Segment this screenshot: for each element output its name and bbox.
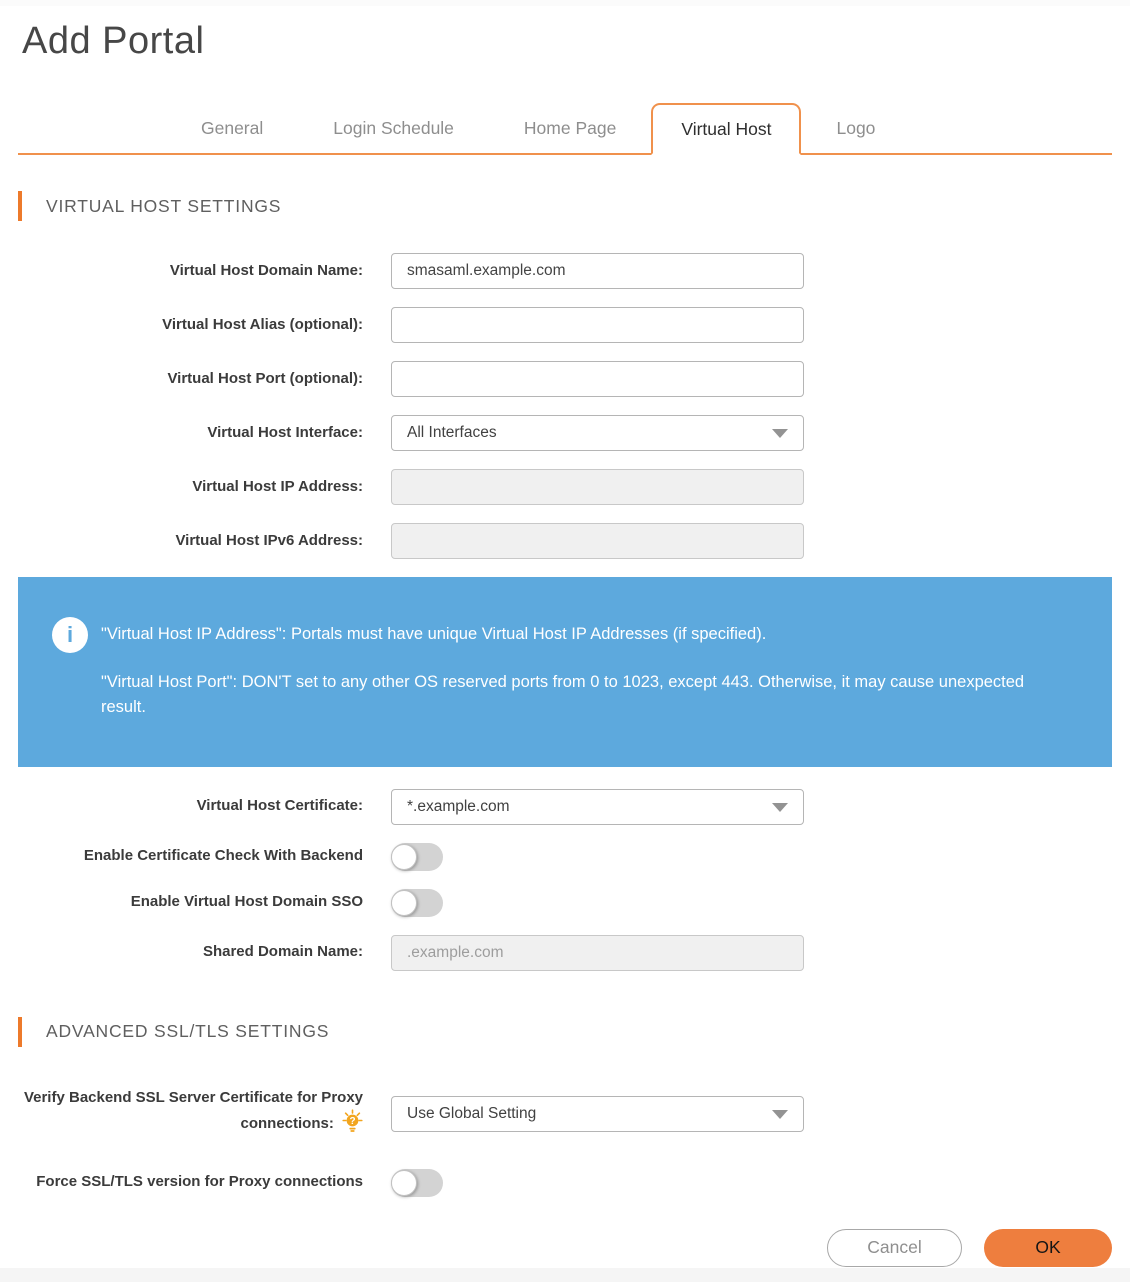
tab-home-page[interactable]: Home Page — [523, 117, 617, 138]
form-row-domain-sso — [18, 889, 1112, 917]
shared-domain-input — [391, 935, 804, 971]
info-icon: i — [52, 617, 88, 653]
tab-bar — [18, 103, 1112, 155]
toggle-knob — [391, 890, 417, 916]
domain-name-input[interactable] — [391, 253, 804, 289]
hint-lightbulb-icon[interactable] — [342, 1109, 363, 1141]
force-ssl-label: Force SSL/TLS version for Proxy connections — [36, 1173, 363, 1191]
alias-label: Virtual Host Alias (optional): — [162, 315, 363, 333]
chevron-down-icon — [772, 803, 788, 812]
info-line-1: "Virtual Host IP Address": Portals must have unique Virtual Host IP Addresses (if specified). — [101, 625, 767, 643]
form-row-port — [18, 361, 1112, 397]
svg-text:?: ? — [349, 1116, 356, 1128]
advanced-ssl-section-header — [18, 1017, 1112, 1047]
cancel-button[interactable]: Cancel — [827, 1229, 962, 1267]
ip-address-input — [391, 469, 804, 505]
section-accent-bar — [18, 1017, 22, 1047]
port-input[interactable] — [391, 361, 804, 397]
form-row-ip-address — [18, 469, 1112, 505]
verify-cert-label: Verify Backend SSL Server Certificate for Proxy connections: ? — [18, 1087, 363, 1141]
section-accent-bar — [18, 191, 22, 221]
shared-domain-label: Shared Domain Name: — [202, 943, 363, 961]
interface-dropdown-value: All Interfaces — [407, 424, 497, 441]
form-row-cert-check — [18, 843, 1112, 871]
ipv6-address-input — [391, 523, 804, 559]
ok-button[interactable]: OK — [984, 1229, 1112, 1267]
section-title: ADVANCED SSL/TLS SETTINGS — [46, 1021, 330, 1042]
verify-cert-dropdown-value: Use Global Setting — [407, 1104, 537, 1122]
certificate-label: Virtual Host Certificate: — [196, 797, 363, 815]
tab-general[interactable]: General — [201, 117, 264, 138]
bottom-strip — [0, 1268, 1130, 1282]
certificate-dropdown[interactable] — [391, 789, 804, 825]
chevron-down-icon — [772, 1110, 788, 1119]
alias-input[interactable] — [391, 307, 804, 343]
cert-check-label: Enable Certificate Check With Backend — [83, 847, 363, 865]
form-row-interface — [18, 415, 1112, 451]
form-row-verify-cert — [18, 1087, 1112, 1141]
domain-sso-toggle[interactable] — [391, 889, 443, 917]
certificate-dropdown-value: *.example.com — [407, 797, 510, 815]
tab-virtual-host[interactable]: Virtual Host — [651, 103, 801, 155]
virtual-host-form — [18, 253, 1112, 559]
form-row-force-ssl — [18, 1169, 1112, 1197]
section-title: VIRTUAL HOST SETTINGS — [46, 195, 282, 216]
tab-logo[interactable]: Logo — [836, 117, 876, 138]
virtual-host-settings-section-header — [18, 191, 1112, 221]
chevron-down-icon — [772, 429, 788, 438]
certificate-form — [18, 789, 1112, 971]
info-line-2: "Virtual Host Port": DON'T set to any other OS reserved ports from 0 to 1023, except 443. Otherwise, it may cause unexpected result. — [101, 672, 1025, 717]
ipv6-address-label: Virtual Host IPv6 Address: — [175, 531, 363, 549]
interface-label: Virtual Host Interface: — [207, 423, 363, 441]
toggle-knob — [391, 1170, 417, 1196]
dialog-footer — [18, 1229, 1112, 1267]
cert-check-toggle[interactable] — [391, 843, 443, 871]
page-title: Add Portal — [22, 20, 205, 62]
verify-cert-dropdown[interactable] — [391, 1096, 804, 1132]
toggle-knob — [391, 844, 417, 870]
form-row-domain-name — [18, 253, 1112, 289]
form-row-certificate — [18, 789, 1112, 825]
ip-address-label: Virtual Host IP Address: — [192, 477, 363, 495]
tab-login-schedule[interactable]: Login Schedule — [333, 117, 454, 138]
domain-name-label: Virtual Host Domain Name: — [169, 261, 363, 279]
interface-dropdown[interactable] — [391, 415, 804, 451]
port-label: Virtual Host Port (optional): — [167, 369, 363, 387]
form-row-ipv6-address — [18, 523, 1112, 559]
domain-sso-label: Enable Virtual Host Domain SSO — [130, 893, 363, 911]
advanced-ssl-form — [18, 1087, 1112, 1197]
info-banner — [18, 577, 1112, 767]
form-row-alias — [18, 307, 1112, 343]
form-row-shared-domain — [18, 935, 1112, 971]
info-banner-text — [101, 615, 1072, 721]
force-ssl-toggle[interactable] — [391, 1169, 443, 1197]
